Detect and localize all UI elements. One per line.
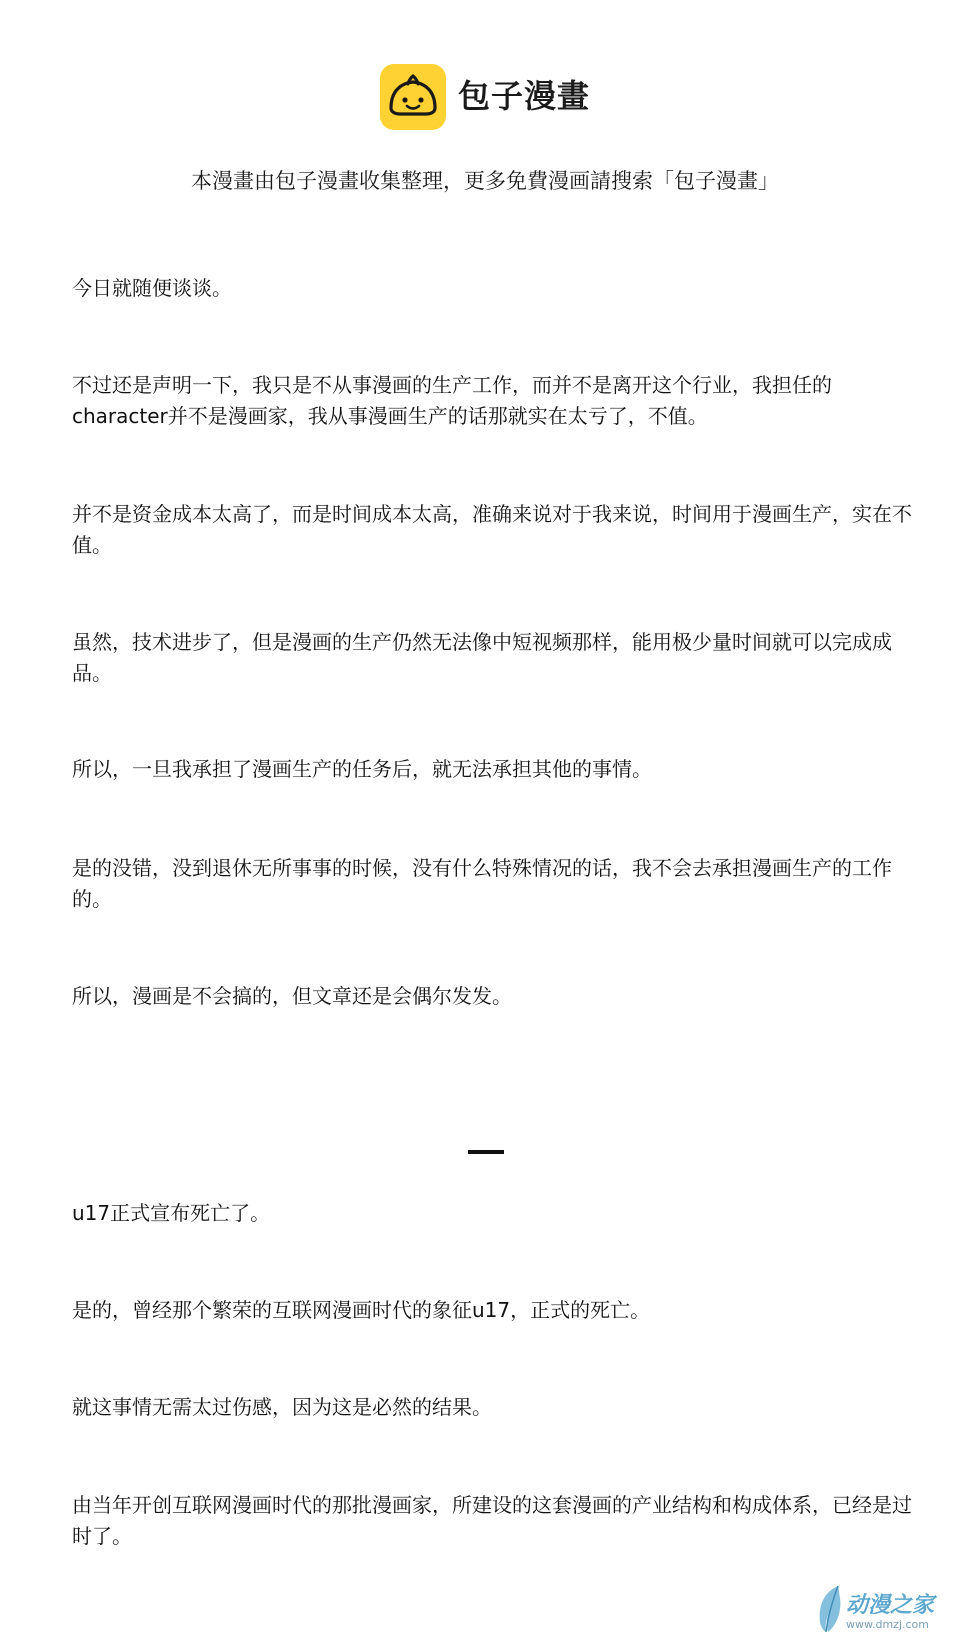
paragraph-articles: 所以，漫画是不会搞的，但文章还是会偶尔发发。 (72, 984, 512, 1008)
paragraph-technology: 虽然，技术进步了，但是漫画的生产仍然无法像中短视频那样，能用极少量时间就可以完成成品。 (72, 630, 892, 685)
paragraph-no-sadness: 就这事情无需太过伤感，因为这是必然的结果。 (72, 1395, 492, 1419)
watermark-url: www.dmzj.com (846, 1618, 929, 1631)
watermark-name: 动漫之家 (846, 1593, 935, 1618)
section-divider (468, 1150, 504, 1154)
paragraph-cost: 并不是资金成本太高了，而是时间成本太高，准确来说对于我来说，时间用于漫画生产，实在不值。 (72, 502, 912, 557)
site-logo-text: 包子漫畫 (458, 77, 591, 115)
feather-icon (812, 1582, 846, 1634)
site-header (0, 64, 970, 134)
paragraph-statement: 不过还是声明一下，我只是不从事漫画的生产工作，而并不是离开这个行业，我担任的character并不是漫画家，我从事漫画生产的话那就实在太亏了，不值。 (72, 373, 832, 428)
paragraph-intro: 今日就随便谈谈。 (72, 276, 232, 300)
paragraph-tasks: 所以，一旦我承担了漫画生产的任务后，就无法承担其他的事情。 (72, 757, 652, 781)
collection-notice: 本漫畫由包子漫畫收集整理，更多免費漫画請搜索「包子漫畫」 (191, 169, 779, 193)
dmzj-watermark (812, 1582, 962, 1638)
paragraph-u17-era: 是的，曾经那个繁荣的互联网漫画时代的象征u17，正式的死亡。 (72, 1298, 651, 1322)
paragraph-u17: u17正式宣布死亡了。 (72, 1201, 271, 1225)
paragraph-outdated: 由当年开创互联网漫画时代的那批漫画家，所建设的这套漫画的产业结构和构成体系，已经是过时了。 (72, 1493, 912, 1548)
steamed-bun-icon (380, 64, 446, 130)
paragraph-retirement: 是的没错，没到退休无所事事的时候，没有什么特殊情况的话，我不会去承担漫画生产的工作的。 (72, 856, 892, 911)
